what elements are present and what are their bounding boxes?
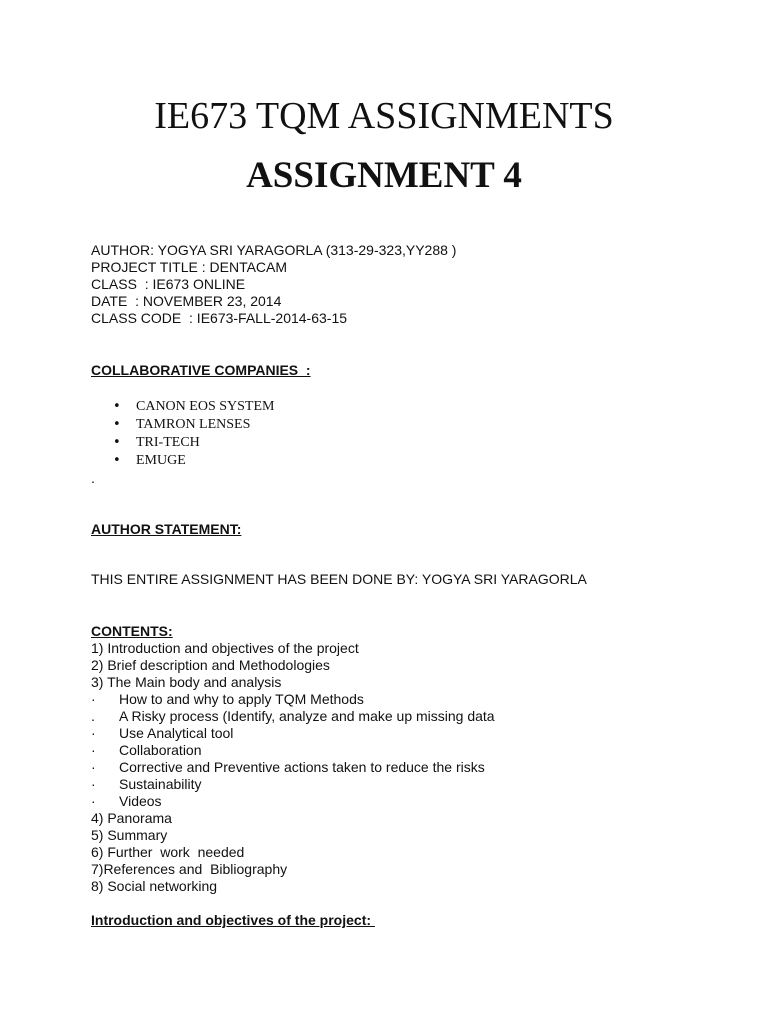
date-line: DATE : NOVEMBER 23, 2014 xyxy=(91,293,282,309)
list-item: 5) Summary xyxy=(91,827,168,843)
list-item: 1) Introduction and objectives of the project xyxy=(91,640,359,656)
list-item: • EMUGE xyxy=(113,452,274,470)
list-item xyxy=(91,691,495,708)
list-item: 6) Further work needed xyxy=(91,844,245,860)
list-item xyxy=(91,742,495,759)
list-item xyxy=(91,708,495,725)
list-item-text: A Risky process (Identify, analyze and make up missing data xyxy=(119,708,495,724)
list-item: 8) Social networking xyxy=(91,878,218,894)
collaborative-companies-heading: COLLABORATIVE COMPANIES : xyxy=(91,362,311,378)
bullet-mark: . xyxy=(91,708,95,724)
intro-heading: Introduction and objectives of the project: xyxy=(91,912,375,928)
contents-list xyxy=(91,640,495,895)
assignment-title: ASSIGNMENT 4 xyxy=(246,155,522,196)
list-item: • TRI-TECH xyxy=(113,434,274,452)
list-item: 7)References and Bibliography xyxy=(91,861,288,877)
list-item-text: Collaboration xyxy=(119,742,202,758)
list-item-text: Use Analytical tool xyxy=(119,725,234,741)
bullet-mark: · xyxy=(91,759,96,775)
list-item: 3) The Main body and analysis xyxy=(91,674,282,690)
list-item: 2) Brief description and Methodologies xyxy=(91,657,330,673)
list-item: • TAMRON LENSES xyxy=(113,416,274,434)
list-item-text: Sustainability xyxy=(119,776,202,792)
project-title-line: PROJECT TITLE : DENTACAM xyxy=(91,259,288,275)
bullet-mark: · xyxy=(91,725,96,741)
list-item-text: How to and why to apply TQM Methods xyxy=(119,691,364,707)
list-item xyxy=(91,793,495,810)
companies-list xyxy=(113,398,274,470)
author-statement-text: THIS ENTIRE ASSIGNMENT HAS BEEN DONE BY: YOGYA SRI YARAGORLA xyxy=(91,571,587,587)
contents-heading: CONTENTS: xyxy=(91,623,173,639)
course-title: IE673 TQM ASSIGNMENTS xyxy=(154,95,614,137)
list-item-text: Corrective and Preventive actions taken to reduce the risks xyxy=(119,759,485,775)
document-metadata xyxy=(91,242,456,327)
trailing-mark: . xyxy=(91,470,95,486)
list-item xyxy=(91,776,495,793)
author-line: AUTHOR: YOGYA SRI YARAGORLA (313-29-323,YY288 ) xyxy=(91,242,457,258)
bullet-mark: · xyxy=(91,742,96,758)
class-code-line: CLASS CODE : IE673-FALL-2014-63-15 xyxy=(91,310,348,326)
author-statement-heading: AUTHOR STATEMENT: xyxy=(91,521,242,537)
list-item: • CANON EOS SYSTEM xyxy=(113,398,274,416)
bullet-mark: · xyxy=(91,776,96,792)
list-item xyxy=(91,759,495,776)
class-line: CLASS : IE673 ONLINE xyxy=(91,276,246,292)
list-item xyxy=(91,725,495,742)
list-item-text: Videos xyxy=(119,793,162,809)
bullet-mark: · xyxy=(91,793,96,809)
bullet-mark: · xyxy=(91,691,96,707)
list-item: 4) Panorama xyxy=(91,810,172,826)
